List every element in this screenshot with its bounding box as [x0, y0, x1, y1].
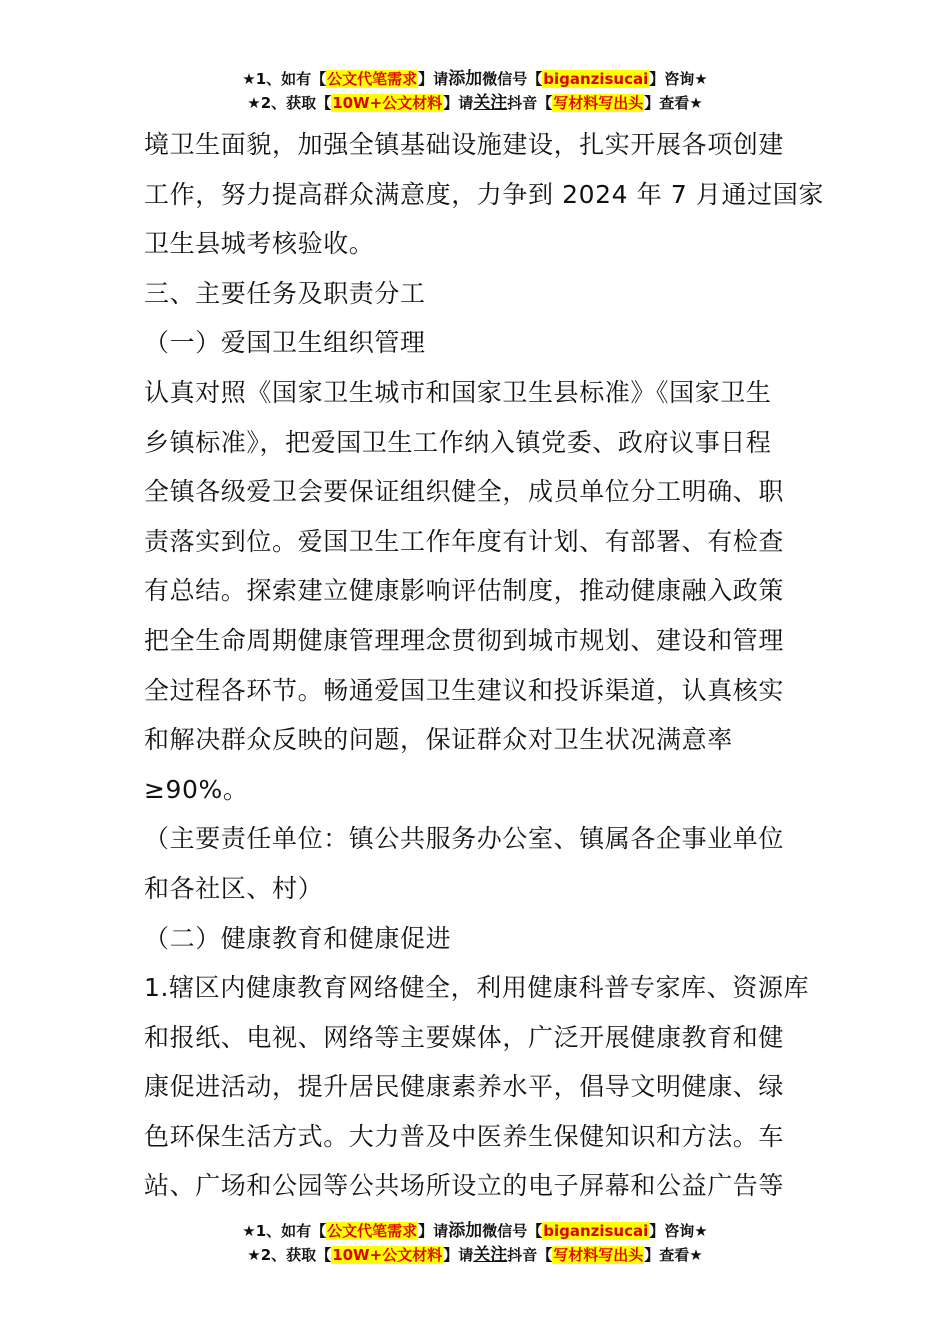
- promo-line-1: [0, 67, 950, 91]
- promo-highlight-service: 公文代笔需求: [327, 70, 418, 88]
- promo-text: 】查看★: [644, 94, 703, 112]
- promo-highlight-wechat-id: biganzisucai: [543, 1222, 649, 1240]
- promo-text: 】请: [418, 70, 449, 88]
- promo-text: 】咨询★: [649, 1222, 708, 1240]
- subsection-heading: （一）爱国卫生组织管理: [144, 328, 426, 358]
- promo-text-emphasis: 添加: [448, 69, 483, 89]
- promo-text: 】请: [443, 1246, 474, 1264]
- promo-text: ★1、如有【: [242, 1222, 327, 1240]
- body-line: ≥90%。: [144, 774, 249, 804]
- body-line: 色环保生活方式。大力普及中医养生保健知识和方法。车: [144, 1121, 785, 1151]
- promo-highlight-douyin: 写材料写出头: [553, 94, 644, 112]
- promo-text: 】查看★: [644, 1246, 703, 1264]
- body-line: 1.辖区内健康教育网络健全，利用健康科普专家库、资源库: [144, 973, 810, 1003]
- promo-text: 】请: [443, 94, 474, 112]
- promo-highlight-materials: 10W+公文材料: [332, 1246, 443, 1264]
- promo-banner-top: [0, 67, 950, 115]
- responsibility-note: 和各社区、村）: [144, 873, 324, 903]
- section-heading: 三、主要任务及职责分工: [144, 278, 426, 308]
- body-line: 康促进活动，提升居民健康素养水平，倡导文明健康、绿: [144, 1072, 785, 1102]
- body-line: 和解决群众反映的问题，保证群众对卫生状况满意率: [144, 725, 733, 755]
- body-line: 责落实到位。爱国卫生工作年度有计划、有部署、有检查: [144, 526, 785, 556]
- body-line: 把全生命周期健康管理理念贯彻到城市规划、建设和管理: [144, 625, 785, 655]
- promo-text: ★2、获取【: [247, 1246, 332, 1264]
- promo-text: 】咨询★: [649, 70, 708, 88]
- body-line: 和报纸、电视、网络等主要媒体，广泛开展健康教育和健: [144, 1022, 785, 1052]
- promo-banner-bottom: [0, 1219, 950, 1267]
- body-line: 卫生县城考核验收。: [144, 229, 375, 259]
- promo-text-emphasis: 添加: [448, 1221, 483, 1241]
- promo-line-2: [0, 1243, 950, 1267]
- promo-text: 抖音【: [507, 94, 553, 112]
- promo-text: 抖音【: [507, 1246, 553, 1264]
- promo-line-2: [0, 91, 950, 115]
- promo-highlight-service: 公文代笔需求: [327, 1222, 418, 1240]
- promo-text: ★2、获取【: [247, 94, 332, 112]
- body-line: 全过程各环节。畅通爱国卫生建议和投诉渠道，认真核实: [144, 675, 785, 705]
- body-line: 乡镇标准》，把爱国卫生工作纳入镇党委、政府议事日程: [144, 427, 772, 457]
- body-line: 认真对照《国家卫生城市和国家卫生县标准》《国家卫生: [144, 377, 772, 407]
- body-line: 工作，努力提高群众满意度，力争到 2024 年 7 月通过国家: [144, 179, 824, 209]
- promo-text-emphasis: 关注: [473, 1245, 508, 1265]
- promo-text: ★1、如有【: [242, 70, 327, 88]
- document-body: [144, 120, 824, 1211]
- responsibility-note: （主要责任单位：镇公共服务办公室、镇属各企事业单位: [144, 824, 785, 854]
- body-line: 全镇各级爱卫会要保证组织健全，成员单位分工明确、职: [144, 477, 785, 507]
- promo-highlight-wechat-id: biganzisucai: [543, 70, 649, 88]
- body-line: 站、广场和公园等公共场所设立的电子屏幕和公益广告等: [144, 1171, 785, 1201]
- promo-highlight-douyin: 写材料写出头: [553, 1246, 644, 1264]
- promo-text: 微信号【: [482, 1222, 543, 1240]
- promo-text: 微信号【: [482, 70, 543, 88]
- promo-text-emphasis: 关注: [473, 93, 508, 113]
- body-line: 境卫生面貌，加强全镇基础设施建设，扎实开展各项创建: [144, 130, 785, 159]
- promo-text: 】请: [418, 1222, 449, 1240]
- body-line: 有总结。探索建立健康影响评估制度，推动健康融入政策: [144, 576, 785, 606]
- promo-line-1: [0, 1219, 950, 1243]
- subsection-heading: （二）健康教育和健康促进: [144, 923, 452, 953]
- promo-highlight-materials: 10W+公文材料: [332, 94, 443, 112]
